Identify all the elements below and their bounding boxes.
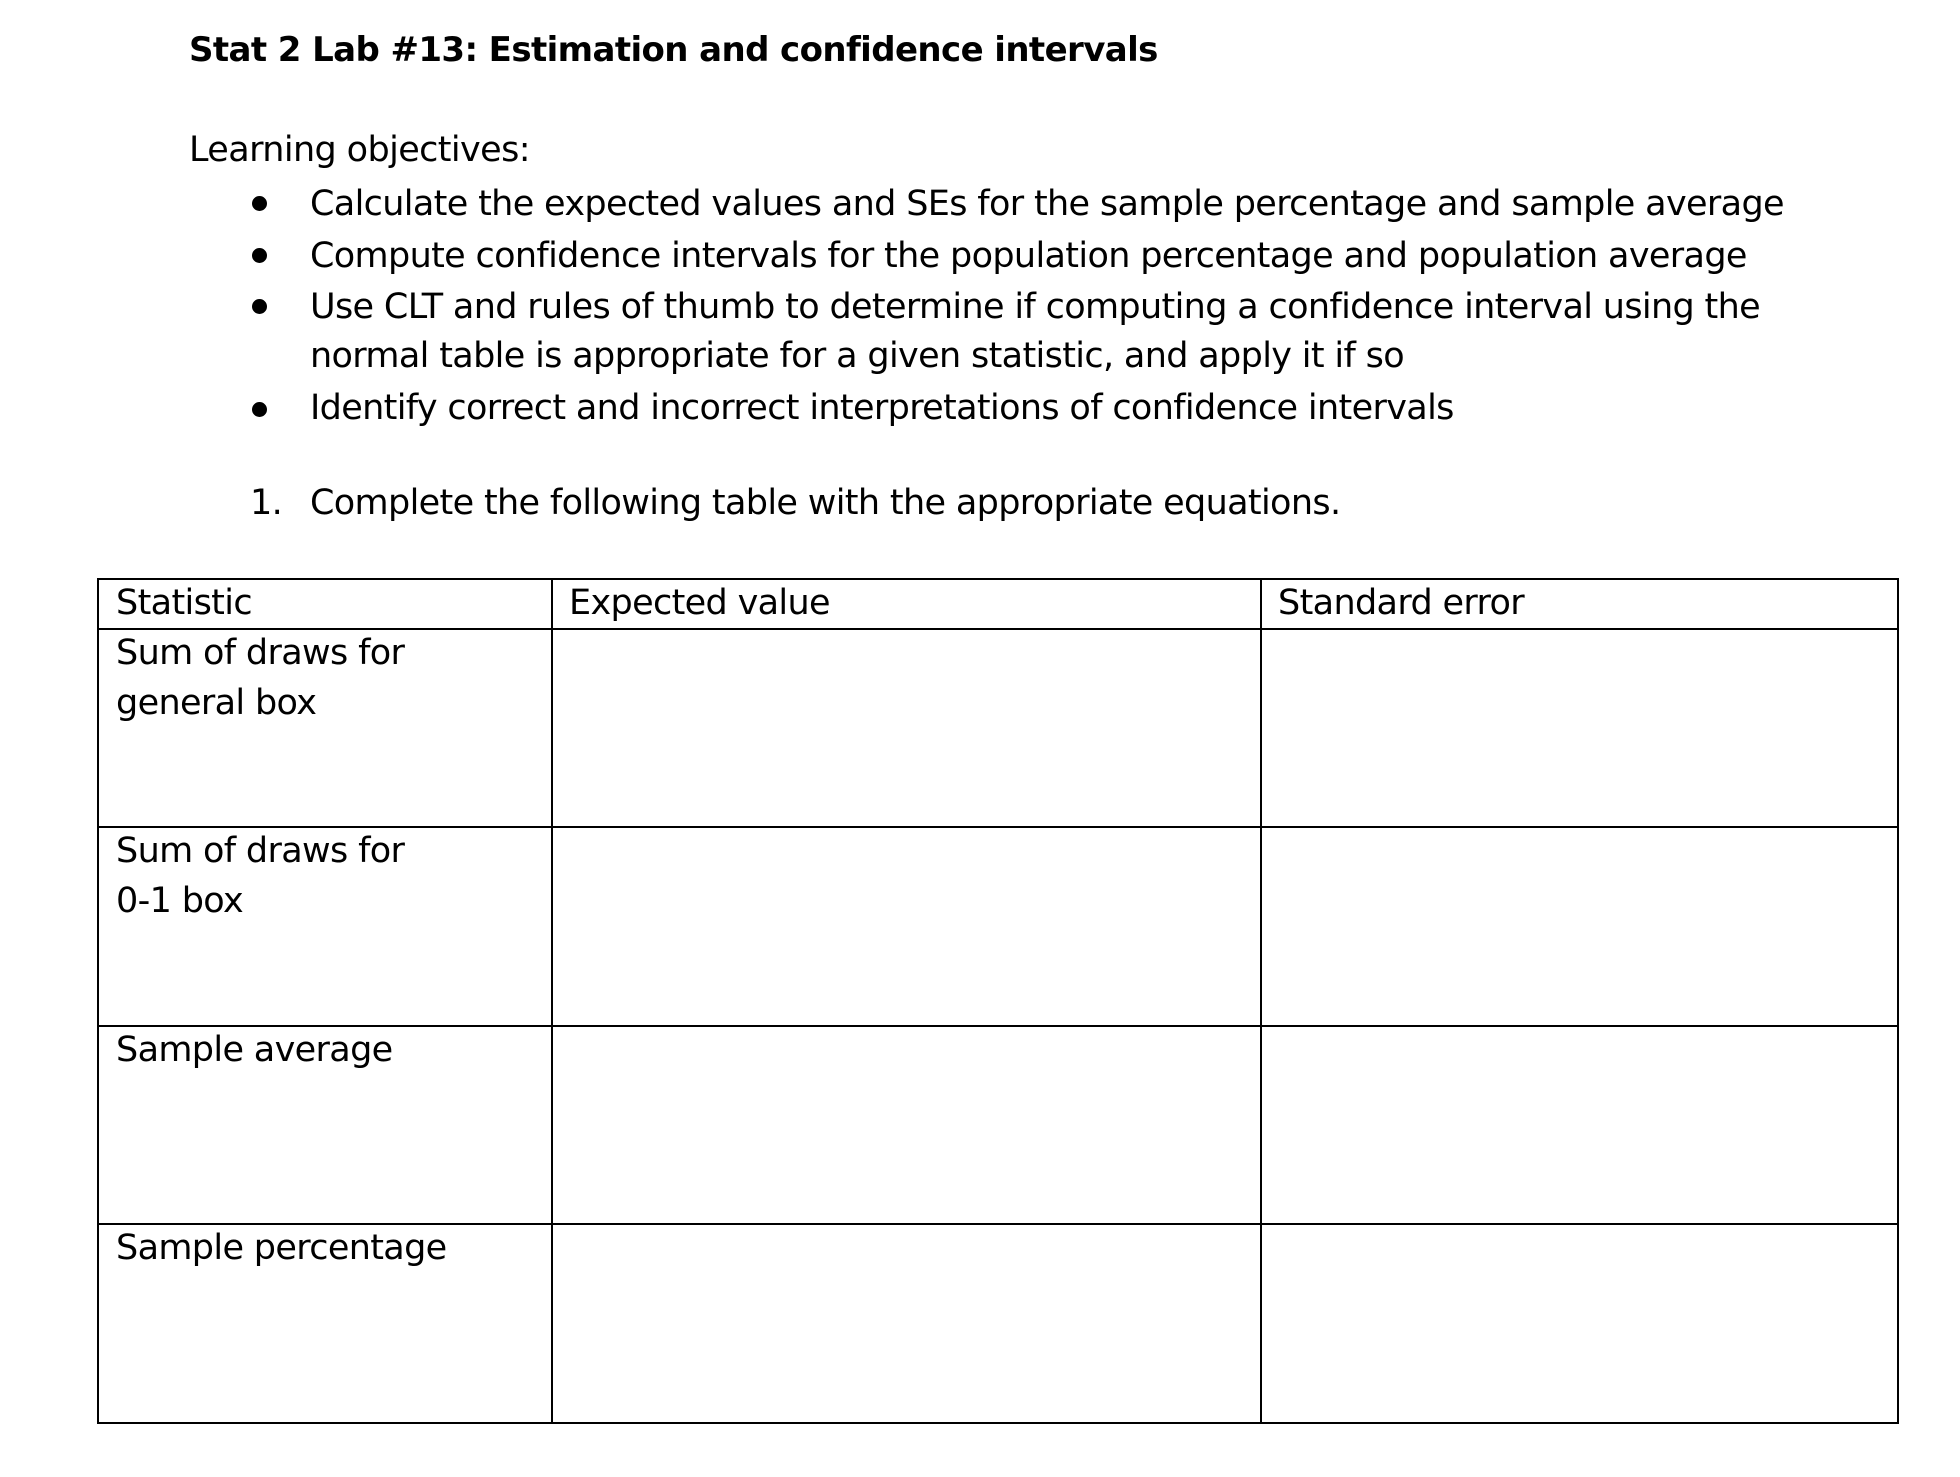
- column-divider: [551, 580, 553, 1422]
- question-number: 1.: [250, 483, 283, 523]
- objective-item-continuation: normal table is appropriate for a given statistic, and apply it if so: [310, 336, 1405, 376]
- objective-item: Use CLT and rules of thumb to determine if computing a confidence interval using the: [310, 287, 1761, 327]
- bullet-icon: [252, 248, 267, 263]
- question-text: Complete the following table with the appropriate equations.: [310, 483, 1341, 523]
- equations-table: [97, 578, 1899, 1424]
- bullet-icon: [252, 402, 267, 417]
- objective-item: Calculate the expected values and SEs for the sample percentage and sample average: [310, 184, 1784, 224]
- header-standard-error: Standard error: [1278, 583, 1524, 623]
- objective-item: Compute confidence intervals for the population percentage and population average: [310, 236, 1747, 276]
- row-statistic: Sum of draws for 0-1 box: [116, 831, 405, 921]
- page-title: Stat 2 Lab #13: Estimation and confidence intervals: [189, 30, 1158, 70]
- objectives-heading: Learning objectives:: [189, 130, 530, 170]
- header-expected-value: Expected value: [569, 583, 830, 623]
- objective-item: Identify correct and incorrect interpretations of confidence intervals: [310, 388, 1454, 428]
- column-divider: [1260, 580, 1262, 1422]
- row-statistic: Sample percentage: [116, 1228, 447, 1268]
- question-1: [250, 483, 1340, 523]
- header-statistic: Statistic: [116, 583, 252, 623]
- row-statistic: Sum of draws for general box: [116, 633, 405, 723]
- bullet-icon: [252, 299, 267, 314]
- bullet-icon: [252, 196, 267, 211]
- row-statistic: Sample average: [116, 1030, 393, 1070]
